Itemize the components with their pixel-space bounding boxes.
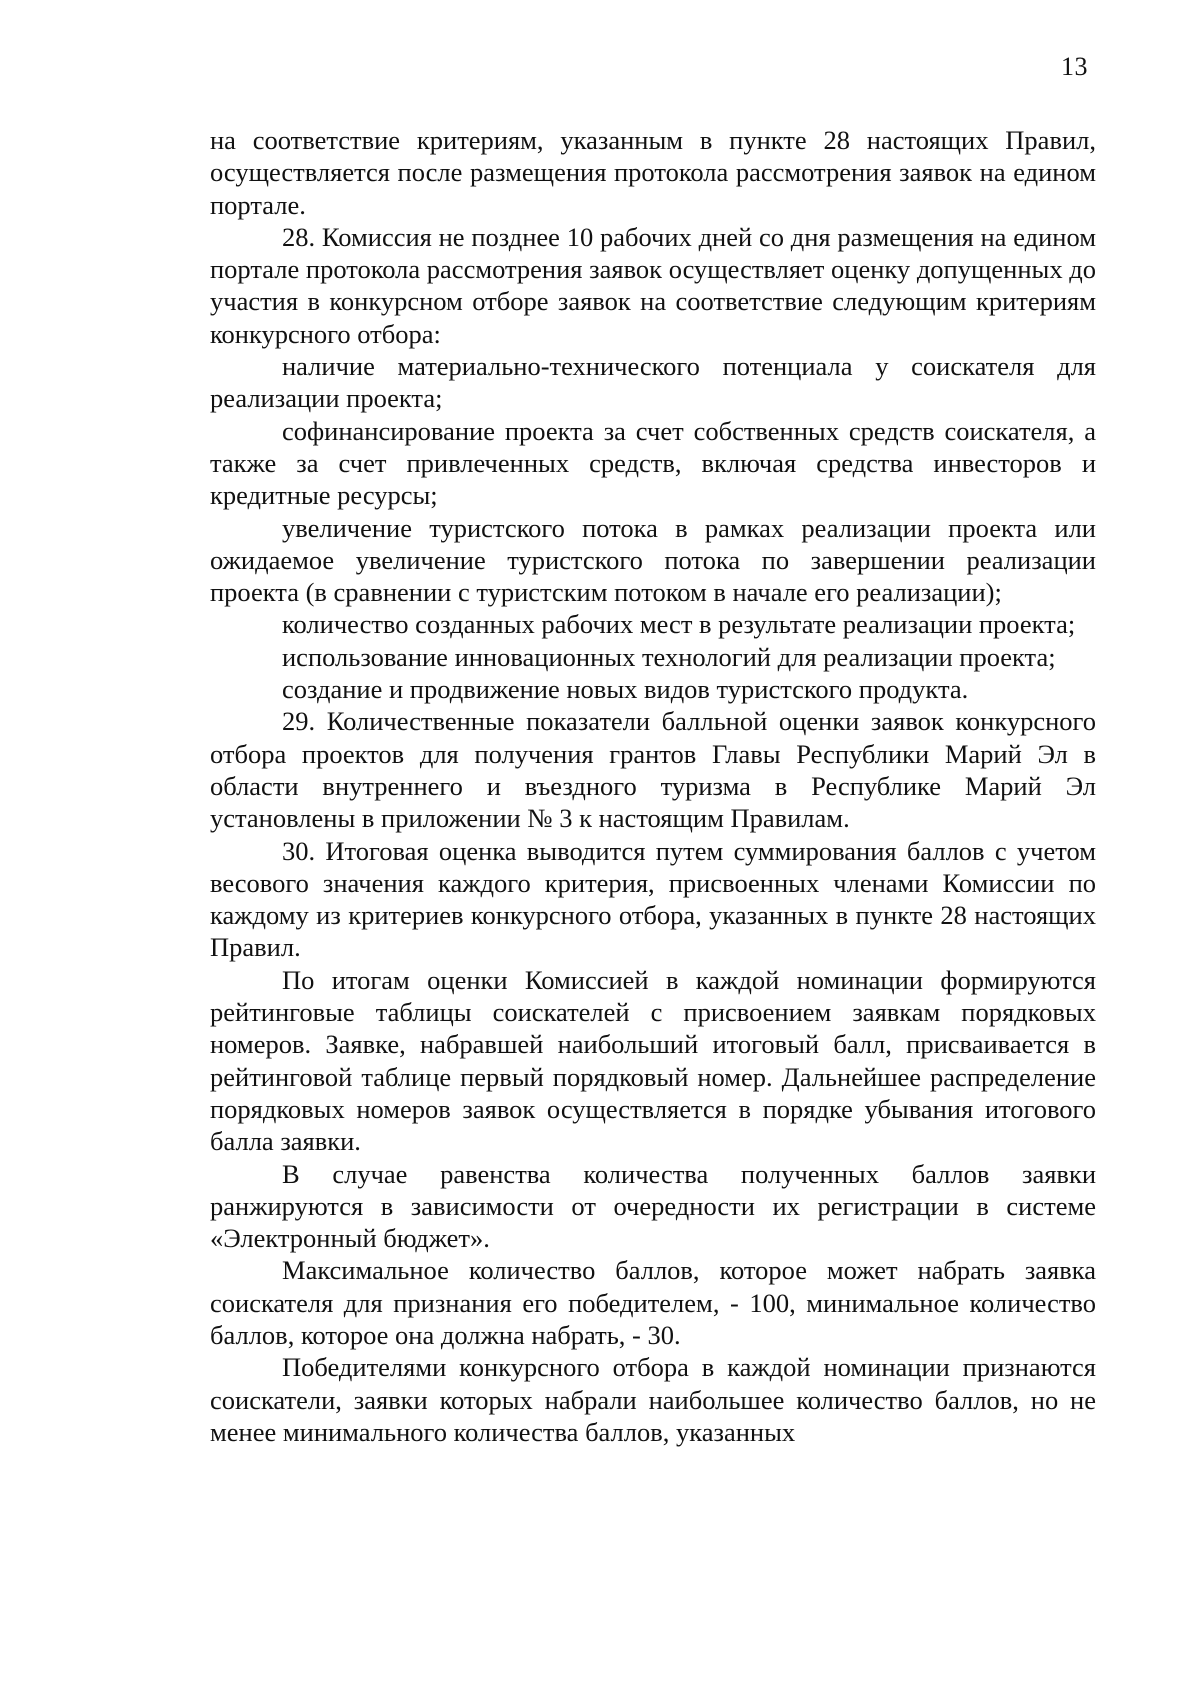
- criterion-new-products: создание и продвижение новых видов туристского продукта.: [282, 674, 969, 705]
- paragraph-rating-tables: По итогам оценки Комиссией в каждой номинации формируются рейтинговые таблицы соискателей с присвоением заявкам порядковых номеров. Заявке, набравшей наибольший итоговый балл, присваивается в рейтинговой таблице первый порядковый номер. Дальнейшее распределение порядковых номеров заявок осуществляется в порядке убывания итогового балла заявки.: [210, 964, 1096, 1157]
- document-body: [210, 124, 1096, 1448]
- criterion-tourist-flow: увеличение туристского потока в рамках реализации проекта или ожидаемое увеличение туристского потока по завершении реализации проекта (в сравнении с туристским потоком в начале его реализации);: [210, 512, 1096, 608]
- paragraph-equal-scores: В случае равенства количества полученных баллов заявки ранжируются в зависимости от очередности их регистрации в системе «Электронный бюджет».: [210, 1158, 1096, 1254]
- page-number: 13: [1061, 52, 1088, 81]
- criterion-innovation: использование инновационных технологий для реализации проекта;: [282, 641, 1056, 672]
- paragraph-max-min-scores: Максимальное количество баллов, которое может набрать заявка соискателя для признания его победителем, - 100, минимальное количество баллов, которое она должна набрать, - 30.: [210, 1255, 1096, 1350]
- criterion-cofinancing: софинансирование проекта за счет собственных средств соискателя, а также за счет привлеченных средств, включая средства инвесторов и кредитные ресурсы;: [210, 415, 1096, 511]
- paragraph-winners: Победителями конкурсного отбора в каждой номинации признаются соискатели, заявки которых набрали наибольшее количество баллов, но не менее минимального количества баллов, указанных: [210, 1352, 1096, 1447]
- paragraph-item-28: 28. Комиссия не позднее 10 рабочих дней со дня размещения на едином портале протокола рассмотрения заявок осуществляет оценку допущенных до участия в конкурсном отборе заявок на соответствие следующим критериям конкурсного отбора:: [210, 221, 1096, 349]
- paragraph-item-30: 30. Итоговая оценка выводится путем суммирования баллов с учетом весового значения каждого критерия, присвоенных членами Комиссии по каждому из критериев конкурсного отбора, указанных в пункте 28 настоящих Правил.: [210, 835, 1096, 963]
- criterion-jobs-created: количество созданных рабочих мест в результате реализации проекта;: [282, 609, 1076, 640]
- paragraph-continuation: на соответствие критериям, указанным в пункте 28 настоящих Правил, осуществляется после размещения протокола рассмотрения заявок на едином портале.: [210, 125, 1096, 220]
- criterion-material-potential: наличие материально-технического потенциала у соискателя для реализации проекта;: [210, 351, 1096, 414]
- paragraph-item-29: 29. Количественные показатели балльной оценки заявок конкурсного отбора проектов для получения грантов Главы Республики Марий Эл в области внутреннего и въездного туризма в Республике Марий Эл установлены в приложении № 3 к настоящим Правилам.: [210, 706, 1096, 834]
